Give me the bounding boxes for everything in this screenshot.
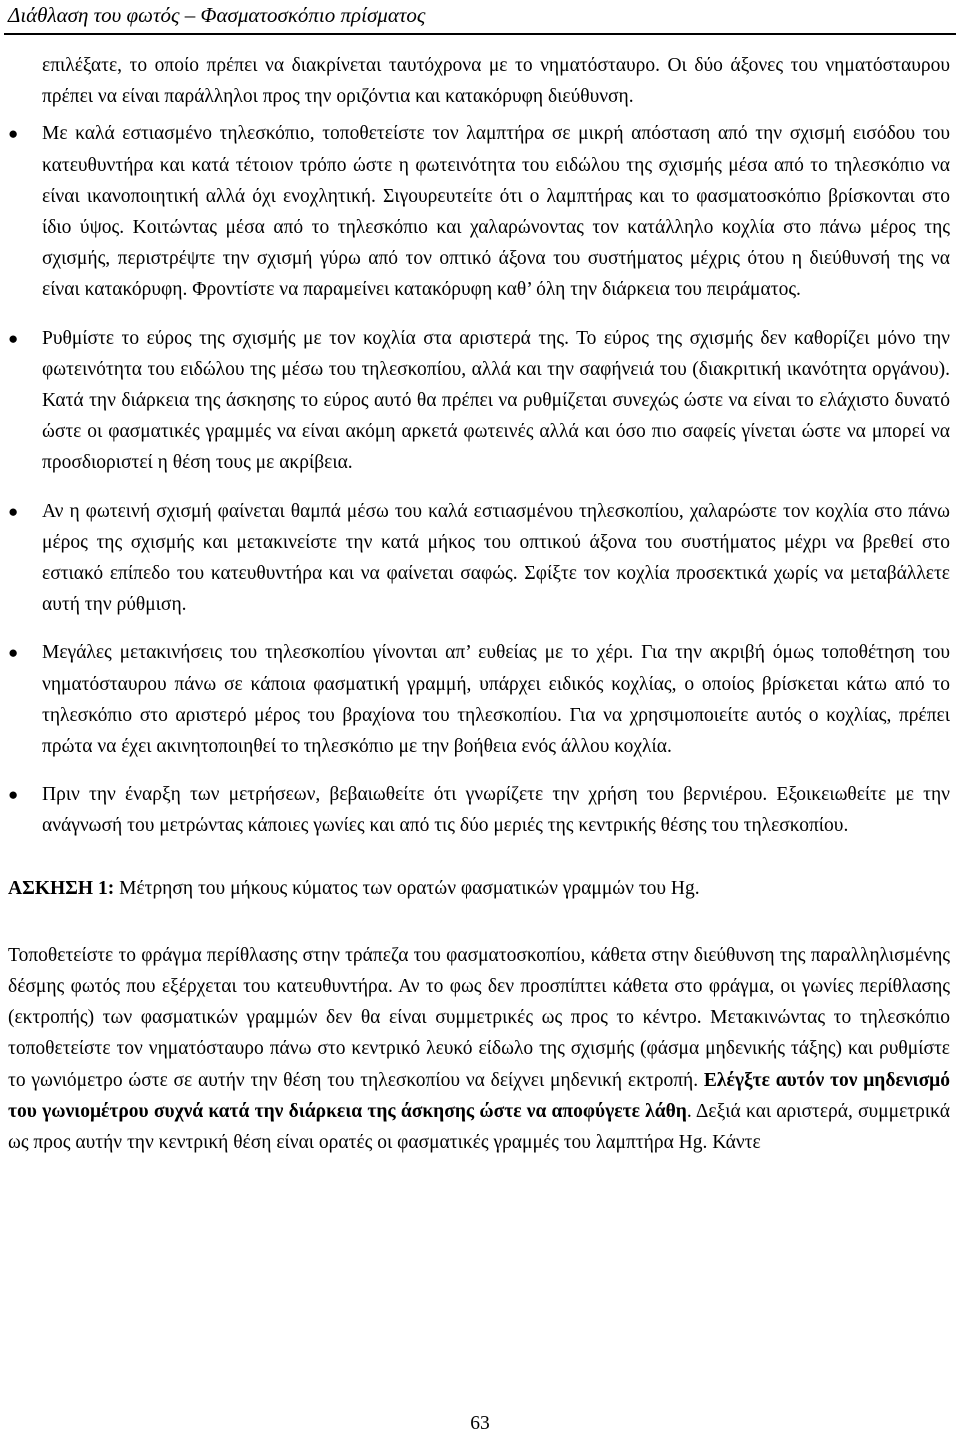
header-rule	[4, 33, 956, 35]
procedure-emphasis: Ελέγξτε αυτόν τον μηδενισμό του γωνιομέτρου συχνά κατά την διάρκεια της άσκησης ώστε να αποφύγετε λάθη	[8, 1069, 950, 1122]
procedure-text-end: . Δεξιά και αριστερά, συμμετρικά ως προς αυτήν την κεντρική θέση είναι ορατές οι φασματικές γραμμές του λαμπτήρα Hg. Κάντε	[8, 1100, 950, 1154]
intro-paragraph: επιλέξατε, το οποίο πρέπει να διακρίνεται ταυτόχρονα με το νηματόσταυρο. Οι δύο άξονες του νηματόσταυρου πρέπει να είναι παράλληλοι προς την οριζόντια και κατακόρυφη διεύθυνση.	[42, 55, 950, 108]
exercise-title: Μέτρηση του μήκους κύματος των ορατών φασματικών γραμμών του Hg.	[114, 877, 700, 899]
running-header	[8, 2, 425, 28]
exercise-heading	[8, 873, 950, 904]
list-item-text: Αν η φωτεινή σχισμή φαίνεται θαμπά μέσω του καλά εστιασμένου τηλεσκοπίου, χαλαρώστε τον κοχλία στο πάνω μέρος της σχισμής και μετακινείστε την κατά μήκος του οπτικού άξονα του συστήματος μέχρι να βρεθεί στο εστιακό επίπεδο του κατευθυντήρα και να φαίνεται σαφώς. Σφίξτε τον κοχλία προσεκτικά χωρίς να μεταβάλλετε αυτή την ρύθμιση.	[42, 500, 950, 616]
list-item	[0, 323, 960, 479]
list-item-text: Με καλά εστιασμένο τηλεσκόπιο, τοποθετείστε τον λαμπτήρα σε μικρή απόσταση από την σχισμή εισόδου του κατευθυντήρα και κατά τέτοιον τρόπο ώστε η φωτεινότητα του ειδώλου της σχισμής μέσα από το τηλεσκόπιο να είναι ικανοποιητική αλλά όχι ενοχλητική. Σιγουρευτείτε ότι ο λαμπτήρας και το φασματοσκόπιο βρίσκονται στο ίδιο ύψος. Κοιτώντας μέσα από το τηλεσκόπιο και χαλαρώνοντας τον κατάλληλο κοχλία στο πάνω μέρος της σχισμής, περιστρέψτε την σχισμή γύρω από τον οπτικό άξονα του συστήματος μέχρις ότου η διεύθυνσή της να είναι κατακόρυφη. Φροντίστε να παραμείνει κατακόρυφη καθ’ όλη την διάρκεια του πειράματος.	[42, 123, 950, 301]
page-body	[0, 50, 960, 1158]
procedure-paragraph	[8, 940, 950, 1158]
instruction-list	[0, 118, 960, 841]
running-header-title: Διάθλαση του φωτός – Φασματοσκόπιο πρίσματος	[8, 3, 426, 27]
bullet-icon: ●	[8, 643, 19, 663]
bullet-icon: ●	[8, 785, 19, 805]
list-item-text: Ρυθμίστε το εύρος της σχισμής με τον κοχλία στα αριστερά της. Το εύρος της σχισμής δεν καθορίζει μόνο την φωτεινότητα του ειδώλου της μέσω του τηλεσκοπίου, αλλά και την σαφήνειά του (διακριτική ικανότητα οργάνου). Κατά την διάρκεια της άσκησης το εύρος αυτό θα πρέπει να ρυθμίζεται συνεχώς ώστε να είναι το ελάχιστο δυνατό ώστε οι φασματικές γραμμές να είναι ακόμη αρκετά φωτεινές αλλά και όσο πιο σαφείς γίνεται ώστε να μπορεί να προσδιοριστεί η θέση τους με ακρίβεια.	[42, 327, 950, 474]
bullet-icon: ●	[8, 328, 19, 348]
list-item	[0, 779, 960, 841]
bullet-icon: ●	[8, 124, 19, 144]
list-item	[0, 637, 960, 762]
list-item	[0, 118, 960, 305]
bullet-icon: ●	[8, 501, 19, 521]
page-number: 63	[470, 1413, 490, 1434]
procedure-text: Τοποθετείστε το φράγμα περίθλασης στην τράπεζα του φασματοσκοπίου, κάθετα στην διεύθυνση της παραλληλισμένης δέσμης φωτός που εξέρχεται του κατευθυντήρα. Αν το φως δεν προσπίπτει κάθετα στο φράγμα, οι γωνίες περίθλασης (εκτροπής) των φασματικών γραμμών δεν θα είναι συμμετρικές ως προς το κέντρο. Μετακινώντας το τηλεσκόπιο τοποθετείστε τον νηματόσταυρο πάνω στο κεντρικό λευκό είδωλο της σχισμής (φάσμα μηδενικής τάξης) και ρυθμίστε το γωνιόμετρο ώστε σε αυτήν την θέση του τηλεσκοπίου να δείχνει μηδενική εκτροπή.	[8, 944, 950, 1091]
list-item	[0, 496, 960, 621]
exercise-label: ΑΣΚΗΣΗ 1:	[8, 877, 115, 899]
list-item-text: Πριν την έναρξη των μετρήσεων, βεβαιωθείτε ότι γνωρίζετε την χρήση του βερνιέρου. Εξοικειωθείτε με την ανάγνωσή του μετρώντας κάποιες γωνίες και από τις δύο μεριές της κεντρικής θέσης του τηλεσκοπίου.	[42, 784, 950, 837]
list-item-text: Μεγάλες μετακινήσεις του τηλεσκοπίου γίνονται απ’ ευθείας με το χέρι. Για την ακριβή όμως τοποθέτηση του νηματόσταυρου πάνω σε κάποια φασματική γραμμή, υπάρχει ειδικός κοχλίας, ο οποίος βρίσκεται κάτω από το τηλεσκόπιο στο αριστερό μέρος του βραχίονα του τηλεσκοπίου. Για να χρησιμοποιείτε αυτός ο κοχλίας, πρέπει πρώτα να έχει ακινητοποιηθεί το τηλεσκόπιο με την βοήθεια ενός άλλου κοχλία.	[42, 642, 950, 758]
